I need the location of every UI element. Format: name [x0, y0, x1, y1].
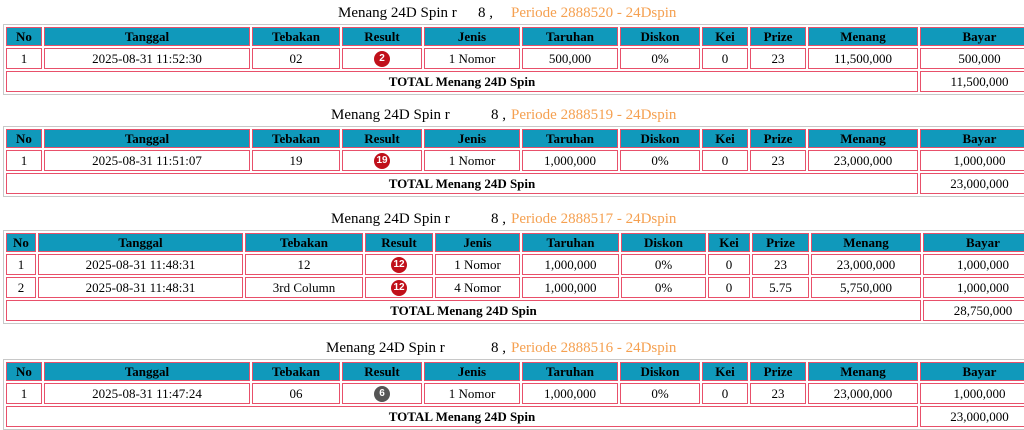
- col-header-result: Result: [365, 233, 433, 252]
- cell-prize: 5.75: [752, 277, 809, 298]
- col-header-no: No: [6, 233, 36, 252]
- cell-bayar: 1,000,000: [920, 150, 1024, 171]
- col-header-tanggal: Tanggal: [44, 27, 250, 46]
- col-header-taruhan: Taruhan: [522, 27, 618, 46]
- cell-bayar: 1,000,000: [923, 277, 1024, 298]
- cell-tebakan: 19: [252, 150, 340, 171]
- win-table: [3, 230, 1024, 324]
- cell-tebakan: 02: [252, 48, 340, 69]
- col-header-bayar: Bayar: [920, 27, 1024, 46]
- cell-tebakan: 06: [252, 383, 340, 404]
- total-value: 11,500,000: [920, 71, 1024, 92]
- col-header-tanggal: Tanggal: [38, 233, 243, 252]
- cell-diskon: 0%: [620, 383, 700, 404]
- col-header-prize: Prize: [750, 27, 806, 46]
- col-header-diskon: Diskon: [620, 362, 700, 381]
- cell-result: [342, 383, 422, 404]
- cell-tanggal: 2025-08-31 11:52:30: [44, 48, 250, 69]
- cell-prize: 23: [750, 48, 806, 69]
- title-separator: 8 ,: [491, 107, 506, 123]
- cell-no: 2: [6, 277, 36, 298]
- title-periode: Periode 2888520 - 24Dspin: [511, 5, 677, 21]
- col-header-kei: Kei: [702, 129, 748, 148]
- cell-jenis: 1 Nomor: [424, 150, 520, 171]
- total-row: [6, 173, 1024, 194]
- cell-kei: 0: [708, 277, 750, 298]
- cell-result: [342, 48, 422, 69]
- cell-result: [365, 277, 433, 298]
- col-header-menang: Menang: [808, 27, 918, 46]
- cell-no: 1: [6, 254, 36, 275]
- cell-menang: 23,000,000: [811, 254, 921, 275]
- total-value: 28,750,000: [923, 300, 1024, 321]
- title-periode: Periode 2888519 - 24Dspin: [511, 107, 677, 123]
- cell-tanggal: 2025-08-31 11:48:31: [38, 277, 243, 298]
- cell-diskon: 0%: [620, 150, 700, 171]
- cell-diskon: 0%: [621, 277, 706, 298]
- col-header-jenis: Jenis: [435, 233, 520, 252]
- result-ball-icon: 6: [374, 386, 390, 402]
- total-label: TOTAL Menang 24D Spin: [6, 173, 918, 194]
- cell-diskon: 0%: [620, 48, 700, 69]
- title-game-name: Menang 24D Spin r: [326, 340, 445, 356]
- table-row: [6, 150, 1024, 171]
- col-header-bayar: Bayar: [920, 129, 1024, 148]
- col-header-menang: Menang: [811, 233, 921, 252]
- table-row: [6, 254, 1024, 275]
- col-header-result: Result: [342, 27, 422, 46]
- cell-no: 1: [6, 150, 42, 171]
- header-row: [6, 129, 1024, 148]
- cell-bayar: 500,000: [920, 48, 1024, 69]
- cell-menang: 5,750,000: [811, 277, 921, 298]
- col-header-tanggal: Tanggal: [44, 129, 250, 148]
- cell-taruhan: 1,000,000: [522, 383, 618, 404]
- col-header-kei: Kei: [708, 233, 750, 252]
- title-periode: Periode 2888517 - 24Dspin: [511, 211, 677, 227]
- result-ball-icon: 2: [374, 51, 390, 67]
- cell-taruhan: 1,000,000: [522, 254, 619, 275]
- cell-no: 1: [6, 48, 42, 69]
- col-header-diskon: Diskon: [620, 27, 700, 46]
- col-header-tebakan: Tebakan: [252, 27, 340, 46]
- cell-kei: 0: [708, 254, 750, 275]
- col-header-menang: Menang: [808, 362, 918, 381]
- cell-diskon: 0%: [621, 254, 706, 275]
- col-header-prize: Prize: [750, 362, 806, 381]
- cell-tanggal: 2025-08-31 11:48:31: [38, 254, 243, 275]
- col-header-tebakan: Tebakan: [245, 233, 363, 252]
- cell-no: 1: [6, 383, 42, 404]
- col-header-jenis: Jenis: [424, 129, 520, 148]
- col-header-no: No: [6, 362, 42, 381]
- cell-result: [365, 254, 433, 275]
- col-header-result: Result: [342, 362, 422, 381]
- cell-prize: 23: [750, 383, 806, 404]
- title-separator: 8 ,: [478, 5, 493, 21]
- cell-tanggal: 2025-08-31 11:47:24: [44, 383, 250, 404]
- block-title: [0, 106, 1024, 124]
- col-header-jenis: Jenis: [424, 362, 520, 381]
- cell-kei: 0: [702, 150, 748, 171]
- col-header-prize: Prize: [752, 233, 809, 252]
- cell-kei: 0: [702, 48, 748, 69]
- col-header-kei: Kei: [702, 27, 748, 46]
- total-row: [6, 300, 1024, 321]
- win-table: [3, 24, 1024, 95]
- total-label: TOTAL Menang 24D Spin: [6, 71, 918, 92]
- cell-tebakan: 12: [245, 254, 363, 275]
- total-row: [6, 406, 1024, 427]
- col-header-result: Result: [342, 129, 422, 148]
- col-header-tanggal: Tanggal: [44, 362, 250, 381]
- cell-taruhan: 500,000: [522, 48, 618, 69]
- result-ball-icon: 12: [391, 257, 407, 273]
- col-header-taruhan: Taruhan: [522, 129, 618, 148]
- cell-menang: 23,000,000: [808, 383, 918, 404]
- col-header-kei: Kei: [702, 362, 748, 381]
- cell-bayar: 1,000,000: [923, 254, 1024, 275]
- win-table: [3, 126, 1024, 197]
- total-value: 23,000,000: [920, 406, 1024, 427]
- result-ball-icon: 19: [374, 153, 390, 169]
- cell-kei: 0: [702, 383, 748, 404]
- result-ball-icon: 12: [391, 280, 407, 296]
- cell-tebakan: 3rd Column: [245, 277, 363, 298]
- cell-jenis: 1 Nomor: [435, 254, 520, 275]
- title-separator: 8 ,: [491, 211, 506, 227]
- header-row: [6, 27, 1024, 46]
- cell-taruhan: 1,000,000: [522, 277, 619, 298]
- col-header-taruhan: Taruhan: [522, 362, 618, 381]
- col-header-jenis: Jenis: [424, 27, 520, 46]
- cell-result: [342, 150, 422, 171]
- header-row: [6, 233, 1024, 252]
- col-header-diskon: Diskon: [620, 129, 700, 148]
- col-header-diskon: Diskon: [621, 233, 706, 252]
- cell-menang: 23,000,000: [808, 150, 918, 171]
- cell-prize: 23: [752, 254, 809, 275]
- cell-jenis: 1 Nomor: [424, 383, 520, 404]
- title-game-name: Menang 24D Spin r: [331, 211, 450, 227]
- total-row: [6, 71, 1024, 92]
- header-row: [6, 362, 1024, 381]
- cell-prize: 23: [750, 150, 806, 171]
- table-row: [6, 277, 1024, 298]
- total-label: TOTAL Menang 24D Spin: [6, 300, 921, 321]
- cell-bayar: 1,000,000: [920, 383, 1024, 404]
- block-title: [0, 210, 1024, 228]
- col-header-prize: Prize: [750, 129, 806, 148]
- col-header-menang: Menang: [808, 129, 918, 148]
- cell-jenis: 4 Nomor: [435, 277, 520, 298]
- table-row: [6, 48, 1024, 69]
- cell-tanggal: 2025-08-31 11:51:07: [44, 150, 250, 171]
- col-header-bayar: Bayar: [920, 362, 1024, 381]
- win-table: [3, 359, 1024, 430]
- title-periode: Periode 2888516 - 24Dspin: [511, 340, 677, 356]
- col-header-bayar: Bayar: [923, 233, 1024, 252]
- col-header-taruhan: Taruhan: [522, 233, 619, 252]
- table-row: [6, 383, 1024, 404]
- title-game-name: Menang 24D Spin r: [331, 107, 450, 123]
- total-label: TOTAL Menang 24D Spin: [6, 406, 918, 427]
- cell-jenis: 1 Nomor: [424, 48, 520, 69]
- block-title: [0, 4, 1024, 22]
- cell-taruhan: 1,000,000: [522, 150, 618, 171]
- col-header-no: No: [6, 27, 42, 46]
- total-value: 23,000,000: [920, 173, 1024, 194]
- block-title: [0, 339, 1024, 357]
- col-header-no: No: [6, 129, 42, 148]
- title-separator: 8 ,: [491, 340, 506, 356]
- col-header-tebakan: Tebakan: [252, 362, 340, 381]
- title-game-name: Menang 24D Spin r: [338, 5, 457, 21]
- col-header-tebakan: Tebakan: [252, 129, 340, 148]
- cell-menang: 11,500,000: [808, 48, 918, 69]
